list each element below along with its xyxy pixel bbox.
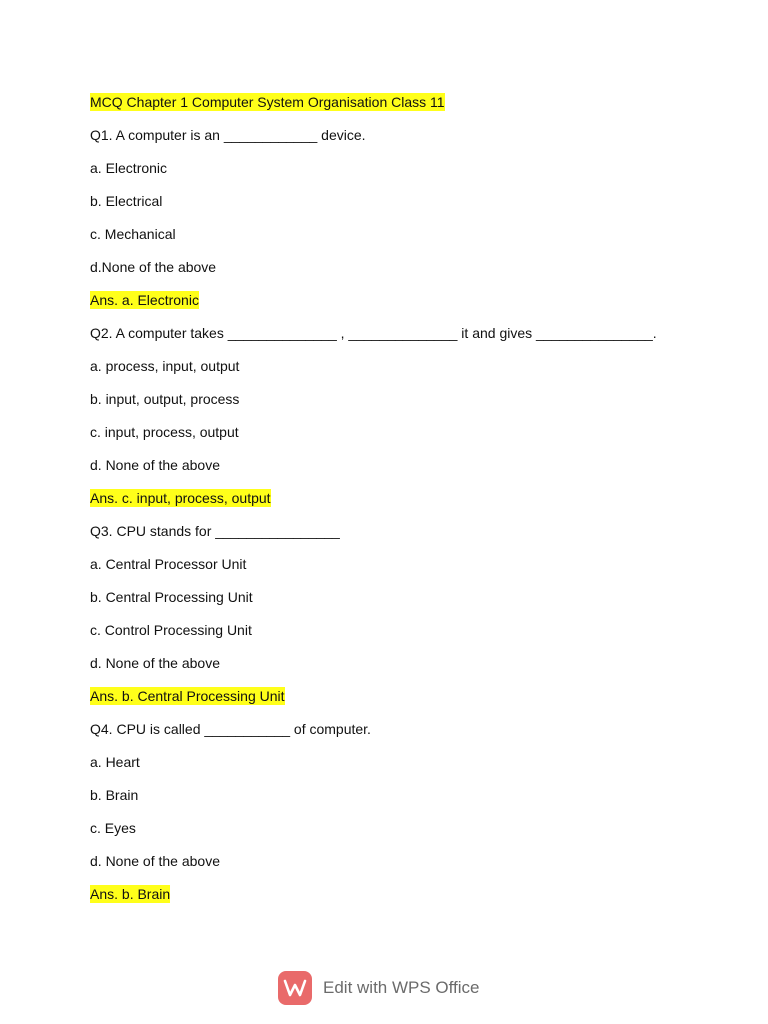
- answer-line: [90, 290, 710, 323]
- option-line: [90, 818, 710, 851]
- line-text: c. input, process, output: [90, 424, 239, 440]
- line-text: c. Eyes: [90, 820, 136, 836]
- wps-office-logo-icon: [278, 971, 312, 1005]
- option-line: [90, 455, 710, 488]
- answer-line: [90, 884, 710, 917]
- line-text: b. Central Processing Unit: [90, 589, 253, 605]
- answer-text: Ans. b. Brain: [90, 886, 171, 902]
- option-line: [90, 191, 710, 224]
- option-line: [90, 224, 710, 257]
- line-text: a. Central Processor Unit: [90, 556, 247, 572]
- question-line: [90, 719, 710, 752]
- line-text: Q3. CPU stands for ________________: [90, 523, 340, 539]
- line-text: a. Heart: [90, 754, 140, 770]
- line-text: c. Mechanical: [90, 226, 176, 242]
- option-line: [90, 752, 710, 785]
- option-line: [90, 620, 710, 653]
- question-line: [90, 125, 710, 158]
- answer-line: [90, 488, 710, 521]
- document-content: [90, 92, 710, 917]
- line-text: Q2. A computer takes ______________ , ______________ it and gives _______________.: [90, 325, 657, 341]
- option-line: [90, 356, 710, 389]
- option-line: [90, 554, 710, 587]
- option-line: [90, 587, 710, 620]
- line-text: Q4. CPU is called ___________ of computer.: [90, 721, 371, 737]
- line-text: d.None of the above: [90, 259, 217, 275]
- line-text: b. Electrical: [90, 193, 163, 209]
- wps-footer-text: Edit with WPS Office: [323, 978, 480, 997]
- answer-text: Ans. b. Central Processing Unit: [90, 688, 285, 704]
- answer-text: Ans. c. input, process, output: [90, 490, 271, 506]
- line-text: d. None of the above: [90, 853, 220, 869]
- line-text: a. process, input, output: [90, 358, 240, 374]
- answer-line: [90, 686, 710, 719]
- document-title-line: [90, 92, 710, 125]
- document-title: MCQ Chapter 1 Computer System Organisation Class 11: [90, 94, 445, 110]
- line-text: c. Control Processing Unit: [90, 622, 252, 638]
- line-text: d. None of the above: [90, 655, 220, 671]
- line-text: Q1. A computer is an ____________ device.: [90, 127, 366, 143]
- option-line: [90, 785, 710, 818]
- wps-footer[interactable]: [278, 970, 480, 1006]
- option-line: [90, 389, 710, 422]
- option-line: [90, 653, 710, 686]
- line-text: a. Electronic: [90, 160, 168, 176]
- line-text: b. Brain: [90, 787, 139, 803]
- answer-text: Ans. a. Electronic: [90, 292, 199, 308]
- line-text: d. None of the above: [90, 457, 220, 473]
- question-line: [90, 323, 710, 356]
- document-lines: [90, 125, 710, 917]
- question-line: [90, 521, 710, 554]
- line-text: b. input, output, process: [90, 391, 240, 407]
- option-line: [90, 851, 710, 884]
- option-line: [90, 158, 710, 191]
- option-line: [90, 257, 710, 290]
- option-line: [90, 422, 710, 455]
